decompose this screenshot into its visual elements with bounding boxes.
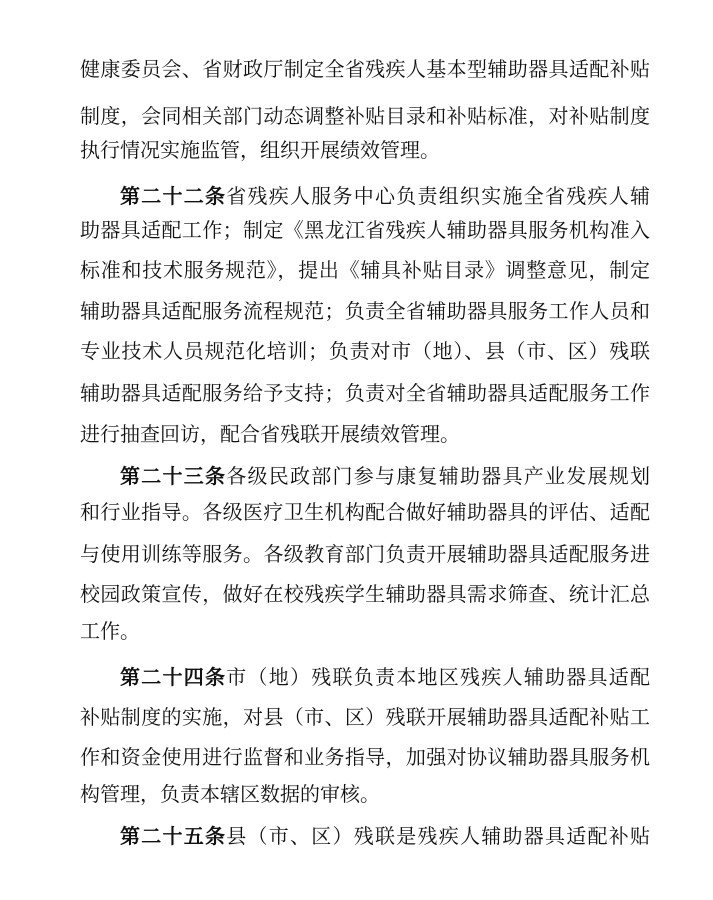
text-line: 制度，会同相关部门动态调整补贴目录和补贴标准，对补贴制度 — [80, 104, 650, 128]
text-line: 专业技术人员规范化培训；负责对市（地）、县（市、区）残联 — [80, 339, 650, 363]
text-line: 市（地）残联负责本地区残疾人辅助器具适配 — [226, 665, 650, 689]
article-23-paragraph-start — [120, 461, 650, 491]
text-line: 校园政策宣传，做好在校残疾学生辅助器具需求筛查、统计汇总 — [80, 582, 650, 606]
text-line: 工作。 — [80, 619, 140, 643]
text-line: 与使用训练等服务。各级教育部门负责开展辅助器具适配服务进 — [80, 542, 650, 566]
article-24-paragraph-start — [120, 662, 650, 692]
article-25-paragraph-start — [120, 821, 650, 851]
article-22-paragraph-start — [120, 181, 650, 211]
article-22-heading: 第二十二条 — [120, 184, 227, 208]
text-line: 健康委员会、省财政厅制定全省残疾人基本型辅助器具适配补贴 — [80, 57, 650, 81]
text-line: 补贴制度的实施，对县（市、区）残联开展辅助器具适配补贴工 — [80, 705, 650, 729]
text-line: 和行业指导。各级医疗卫生机构配合做好辅助器具的评估、适配 — [80, 500, 650, 524]
text-line: 辅助器具适配服务给予支持；负责对全省辅助器具适配服务工作 — [80, 381, 650, 405]
text-line: 进行抽查回访，配合省残联开展绩效管理。 — [80, 422, 460, 446]
text-line: 执行情况实施监管，组织开展绩效管理。 — [80, 138, 440, 162]
text-line: 各级民政部门参与康复辅助器具产业发展规划 — [226, 464, 650, 488]
text-line: 县（市、区）残联是残疾人辅助器具适配补贴 — [226, 824, 650, 848]
text-line: 助器具适配工作；制定《黑龙江省残疾人辅助器具服务机构准入 — [80, 218, 650, 242]
text-line: 构管理，负责本辖区数据的审核。 — [80, 782, 380, 806]
text-line: 作和资金使用进行监督和业务指导，加强对协议辅助器具服务机 — [80, 745, 650, 769]
text-line: 辅助器具适配服务流程规范；负责全省辅助器具服务工作人员和 — [80, 299, 650, 323]
text-line: 标准和技术服务规范》，提出《辅具补贴目录》调整意见，制定 — [80, 258, 650, 282]
article-23-heading: 第二十三条 — [120, 464, 227, 488]
article-25-heading: 第二十五条 — [120, 824, 227, 848]
text-line: 省残疾人服务中心负责组织实施全省残疾人辅 — [226, 184, 650, 208]
article-24-heading: 第二十四条 — [120, 665, 227, 689]
